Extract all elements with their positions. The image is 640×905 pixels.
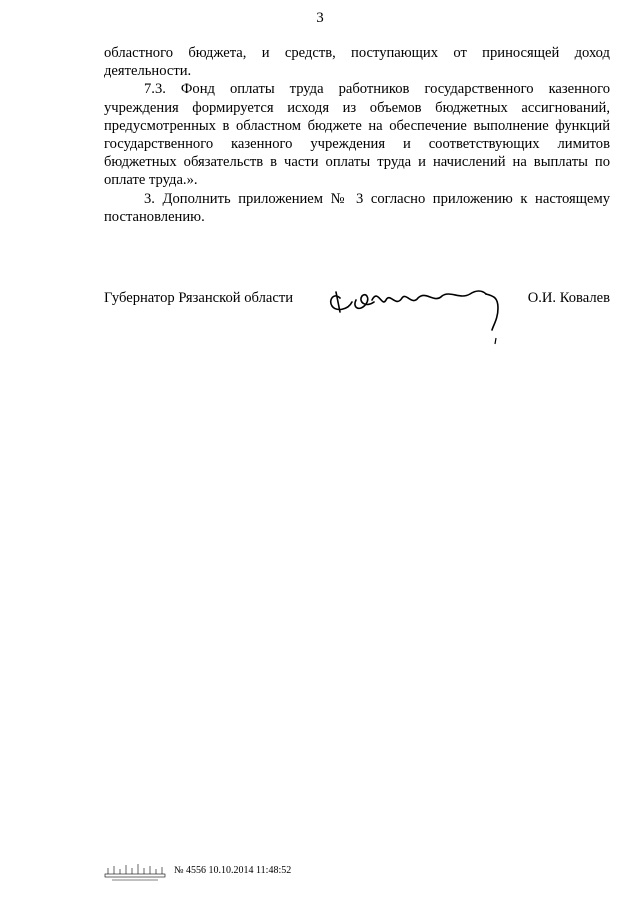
stamp-logo-icon [104, 862, 166, 882]
paragraph-7-3: 7.3. Фонд оплаты труда работников государственного казенного учреждения формируется исходя из объемов бюджетных ассигнований, предусмотренных в областном бюджете на обеспечение выполнение функций государственного казенного учреждения и соответствующих лимитов бюджетных обязательств в части оплаты труда и начислений на выплаты по оплате труда.». [104, 81, 610, 189]
registration-number: № 4556 10.10.2014 11:48:52 [174, 865, 292, 876]
signature-block [104, 290, 610, 350]
signatory-name: О.И. Ковалев [527, 290, 610, 306]
page-number: 3 [316, 10, 324, 26]
handwritten-signature [326, 278, 516, 348]
document-body [104, 44, 610, 226]
paragraph-continuation: областного бюджета, и средств, поступающих от приносящей доход деятельности. [104, 45, 610, 80]
paragraph-3: 3. Дополнить приложением № 3 согласно приложению к настоящему постановлению. [104, 190, 610, 225]
signatory-title: Губернатор Рязанской области [104, 290, 294, 306]
